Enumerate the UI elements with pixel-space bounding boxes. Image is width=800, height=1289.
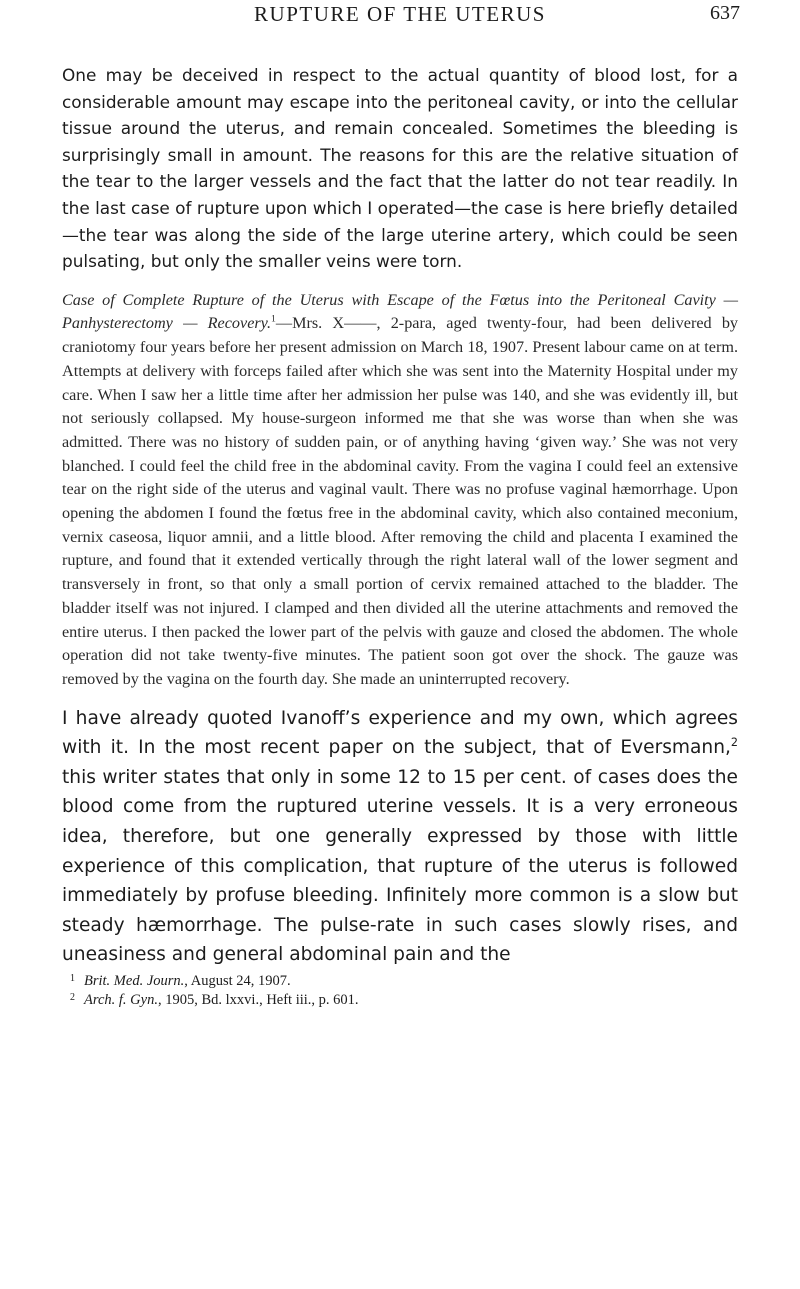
case-report-text: —Mrs. X——, 2-para, aged twenty-four, had been delivered by craniotomy four years before her present admission on March 18, 1907. Present labour came on at term. Attempts at delivery with forceps failed after which she was sent into the Maternity Hospital under my care. When I saw her a little time after her admission her pulse was 140, and she was evidently ill, but not seriously collapsed. My house-surgeon informed me that she was worse than when she was admitted. There was no history of sudden pain, or of anything having ‘given way.’ She was not very blanched. I could feel the child free in the abdominal cavity. From the vagina I could feel an extensive tear on the right side of the uterus and vaginal vault. There was no profuse vaginal hæmorrhage. Upon opening the abdomen I found the fœtus free in the abdominal cavity, which also contained meconium, vernix caseosa, liquor amnii, and a little blood. After removing the child and placenta I examined the rupture, and found that it extended vertically through the right lateral wall of the lower segment and transversely in front, so that only a small portion of cervix remained attached to the bladder. The bladder itself was not injured. I clamped and then divided all the uterine attachments and removed the entire uterus. I then packed the lower part of the pelvis with gauze and closed the abdomen. The whole operation did not take twenty-five minutes. The patient soon got over the shock. The gauze was removed by the vagina on the fourth day. She made an uninterrupted recovery.: [62, 314, 739, 688]
footnote-source: Brit. Med. Journ.: [84, 973, 185, 990]
footnotes: [62, 972, 738, 1010]
running-title: RUPTURE OF THE UTERUS: [254, 2, 546, 26]
footnote-mark: 2: [70, 992, 75, 1004]
paragraph-haemorrhage: [62, 704, 738, 970]
paragraph-blood-loss: One may be deceived in respect to the actual quantity of blood lost, for a considerable amount may escape into the peritoneal cavity, or into the cellular tissue around the uterus, and remain concealed. Sometimes the bleeding is surprisingly small in amount. The reasons for this are the relative situation of the tear to the larger vessels and the fact that the latter do not tear readily. In the last case of rupture upon which I operated—the case is here briefly detailed—the tear was along the side of the large uterine artery, which could be seen pulsating, but only the smaller veins were torn.: [62, 65, 738, 272]
case-report-title: Case of Complete Rupture of the Uterus with Escape of the Fœtus into the Peritoneal Cavity — Panhysterectomy — Recovery.: [62, 290, 738, 333]
page-number: 637: [710, 2, 740, 24]
footnote-details: , August 24, 1907.: [184, 973, 291, 990]
footnote: [70, 972, 738, 991]
footnote-source: Arch. f. Gyn.: [84, 992, 158, 1009]
paragraph-2-part-1: I have already quoted Ivanoff’s experience and my own, which agrees with it. In the most recent paper on the subject, that of Eversmann,: [62, 707, 738, 759]
page-header: [62, 0, 738, 44]
book-page: [62, 0, 738, 1010]
footnote: [70, 991, 738, 1010]
footnote-mark: 1: [70, 973, 75, 985]
footnote-ref-2: 2: [730, 736, 738, 750]
footnote-ref-1: 1: [271, 314, 276, 326]
case-report: [62, 289, 738, 692]
paragraph-2-part-2: this writer states that only in some 12 to 15 per cent. of cases does the blood come from the ruptured uterine vessels. It is a very erroneous idea, therefore, but one generally expressed by those with little experience of this complication, that rupture of the uterus is followed immediately by profuse bleeding. Infinitely more common is a slow but steady hæmorrhage. The pulse-rate in such cases slowly rises, and uneasiness and general abdominal pain and the: [62, 766, 738, 966]
footnote-details: , 1905, Bd. lxxvi., Heft iii., p. 601.: [157, 992, 359, 1009]
